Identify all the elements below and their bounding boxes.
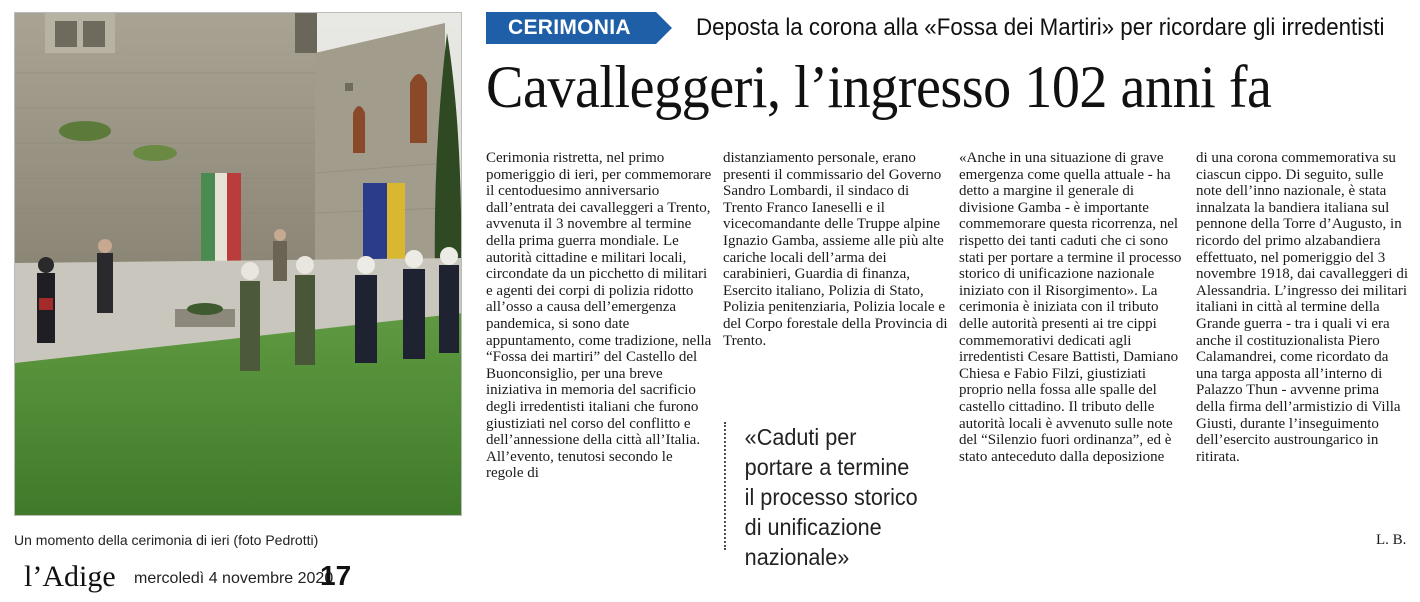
newspaper-name: l’Adige [24, 560, 116, 593]
article-column-1: Cerimonia ristretta, nel primo pomeriggio di ieri, per commemorare il centoduesimo anniversario dall’entrata dei cavalleggeri a Trento, avvenuta il 3 novembre al termine della prima guerra mondiale. Le autorità cittadine e militari locali, circondate da un picchetto di militari e agenti dei corpi di polizia ridotto all’osso a causa dell’emergenza pandemica, si sono date appuntamento, come tradizione, nella “Fossa dei martiri” del Castello del Buonconsiglio, per una breve iniziativa in memoria del sacrificio degli irredentisti italiani che furono giustiziati nel corso del conflitto e dell’annessione della città all’Italia. All’evento, tenutosi secondo le regole di [486, 150, 712, 482]
article-headline: Cavalleggeri, l’ingresso 102 anni fa [486, 54, 1272, 120]
ceremony-photo [14, 12, 462, 516]
kicker-label: CERIMONIA [508, 16, 631, 39]
article-column-4: di una corona commemorativa su ciascun cippo. Di seguito, sulle note dell’inno nazionale, è stata innalzata la bandiera italiana sul pennone della Torre d’Augusto, in ricordo del primo alzabandiera effettuato, nel pomeriggio del 3 novembre 1918, dai cavalleggeri di Alessandria. L’ingresso dei militari italiani in città al termine della Grande guerra - tra i quali vi era anche il costituzionalista Piero Calamandrei, come ricordato da una targa apposta all’interno di Palazzo Thun - avvenne prima della firma dell’armistizio di Villa Giusti, durante l’inseguimento dell’esercito austroungarico in ritirata. [1196, 150, 1409, 465]
pull-quote: «Caduti per portare a termine il processo storico di unificazione nazionale» [724, 422, 921, 550]
page-number: 17 [320, 560, 352, 591]
issue-date: mercoledì 4 novembre 2020 [134, 570, 334, 587]
article-column-2: distanziamento personale, erano presenti il commissario del Governo Sandro Lombardi, il sindaco di Trento Franco Ianeselli e il vicecomandante delle Truppe alpine Ignazio Gamba, assieme alle più alte cariche locali dell’arma dei carabinieri, Guardia di finanza, Esercito italiano, Polizia di Stato, Polizia penitenziaria, Polizia locale e del Corpo forestale della Provincia di Trento. [723, 150, 948, 349]
article-column-3: «Anche in una situazione di grave emergenza come quella attuale - ha detto a margine il generale di divisione Gamba - è importante commemorare questa ricorrenza, nel rispetto dei tanti caduti che ci sono stati per portare a termine il processo storico di unificazione nazionale iniziato con il Risorgimento». La cerimonia è iniziata con il tributo delle autorità presenti ai tre cippi commemorativi dedicati agli irredentisti Cesare Battisti, Damiano Chiesa e Fabio Filzi, giustiziati proprio nella fossa alle spalle del castello cittadino. Il tributo delle autorità locali è avvenuto sulle note del “Silenzio fuori ordinanza”, ed è stato anteceduto dalla deposizione [959, 150, 1182, 465]
article-subtitle: Deposta la corona alla «Fossa dei Martiri» per ricordare gli irredentisti [696, 14, 1385, 41]
section-kicker [486, 12, 672, 44]
author-signature: L. B. [1376, 532, 1407, 548]
photo-caption: Un momento della cerimonia di ieri (foto Pedrotti) [14, 532, 319, 548]
